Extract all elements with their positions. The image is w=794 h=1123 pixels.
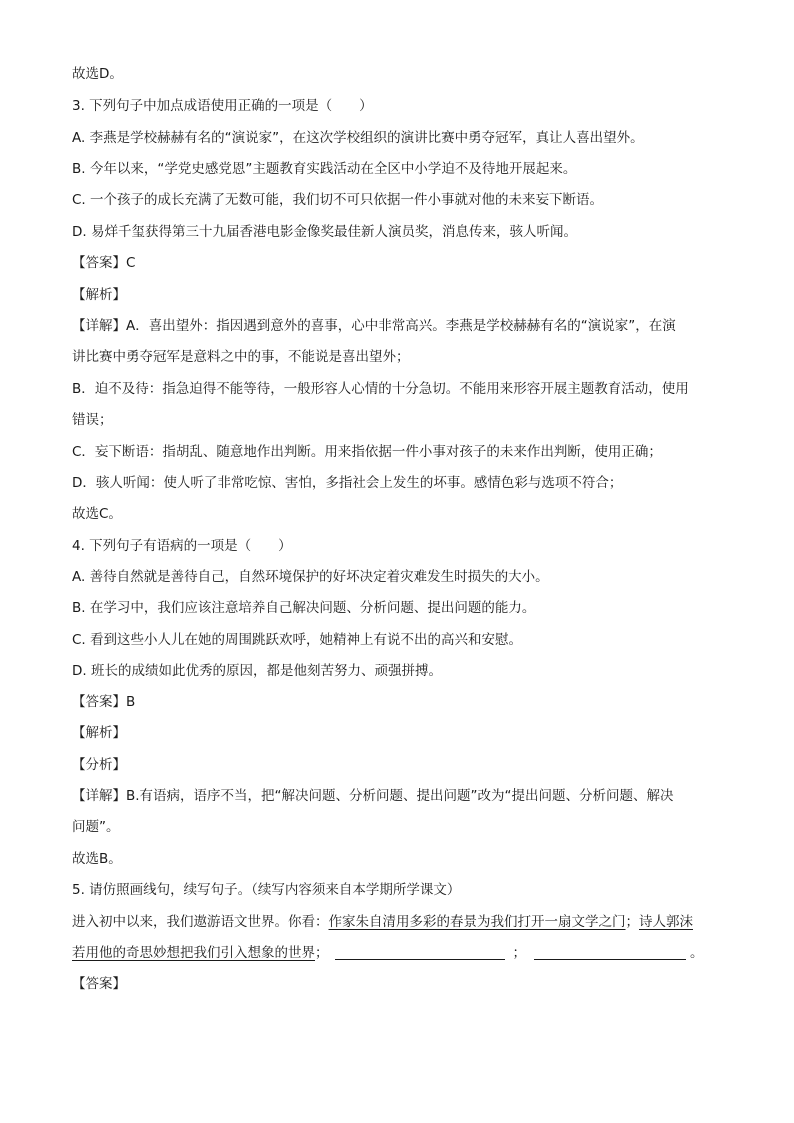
question-5-prompt-line-2 [72, 944, 732, 962]
underlined-model-sentence: 作家朱自清用多彩的春景为我们打开一扇文学之门 [328, 914, 626, 930]
question-3-stem: 3. 下列句子中加点成语使用正确的一项是（ ） [72, 98, 373, 114]
detail-text: 讲比赛中勇夺冠军是意料之中的事，不能说是喜出望外； [72, 349, 410, 365]
text-line: 故选D。 [72, 66, 123, 82]
answer-blank-2[interactable] [534, 945, 686, 960]
semicolon: ； [512, 945, 526, 961]
answer-blank-1[interactable] [335, 945, 505, 960]
answer-label: 【答案】 [72, 976, 126, 992]
detail-text: 错误； [72, 412, 113, 428]
period: 。 [690, 945, 704, 961]
question-5-stem: 5. 请仿照画线句，续写句子。（续写内容须来自本学期所学课文） [72, 882, 461, 898]
detail-text: 【详解】A．喜出望外：指因遇到意外的喜事，心中非常高兴。李燕是学校赫赫有名的“演说家”，在演 [72, 318, 676, 334]
detail-text: C．妄下断语：指胡乱、随意地作出判断。用来指依据一件小事对孩子的未来作出判断，使用正确； [72, 444, 662, 460]
question-4-option-a: A. 善待自然就是善待自己，自然环境保护的好坏决定着灾难发生时损失的大小。 [72, 569, 549, 585]
semicolon: ； [315, 945, 329, 961]
answer-label: 【答案】B [72, 694, 136, 710]
detail-text: B．迫不及待：指急迫得不能等待，一般形容人心情的十分急切。不能用来形容开展主题教育活动，使用 [72, 381, 689, 397]
detail-text: 问题”。 [72, 819, 120, 835]
analysis-label: 【分析】 [72, 757, 126, 773]
question-3-option-d: D. 易烊千玺获得第三十九届香港电影金像奖最佳新人演员奖，消息传来，骇人听闻。 [72, 224, 577, 240]
detail-text: 【详解】B.有语病，语序不当，把“解决问题、分析问题、提出问题”改为“提出问题、分析问题、解决 [72, 788, 674, 804]
underlined-model-sentence: 若用他的奇思妙想把我们引入想象的世界 [72, 945, 315, 961]
question-4-stem: 4. 下列句子有语病的一项是（ ） [72, 538, 292, 554]
semicolon: ； [625, 914, 639, 930]
question-4-option-d: D. 班长的成绩如此优秀的原因，都是他刻苦努力、顽强拼搏。 [72, 663, 442, 679]
text-line: 故选B。 [72, 851, 122, 867]
question-3-option-c: C. 一个孩子的成长充满了无数可能，我们切不可只依据一件小事就对他的未来妄下断语。 [72, 192, 604, 208]
analysis-label: 【解析】 [72, 287, 126, 303]
underlined-model-sentence: 诗人郭沫 [639, 914, 693, 930]
text-line: 故选C。 [72, 506, 122, 522]
prompt-text: 进入初中以来，我们遨游语文世界。你看： [72, 914, 329, 930]
detail-text: D．骇人听闻：使人听了非常吃惊、害怕，多指社会上发生的坏事。感情色彩与选项不符合； [72, 475, 623, 491]
question-4-option-b: B. 在学习中，我们应该注意培养自己解决问题、分析问题、提出问题的能力。 [72, 600, 536, 616]
question-5-prompt-line-1 [72, 913, 732, 931]
question-3-option-b: B. 今年以来，“学党史感党恩”主题教育实践活动在全区中小学迫不及待地开展起来。 [72, 161, 577, 177]
answer-label: 【答案】C [72, 255, 136, 271]
analysis-label: 【解析】 [72, 725, 126, 741]
question-4-option-c: C. 看到这些小人儿在她的周围跳跃欢呼，她精神上有说不出的高兴和安慰。 [72, 632, 523, 648]
question-3-option-a: A. 李燕是学校赫赫有名的“演说家”，在这次学校组织的演讲比赛中勇夺冠军，真让人喜出望外。 [72, 130, 644, 146]
